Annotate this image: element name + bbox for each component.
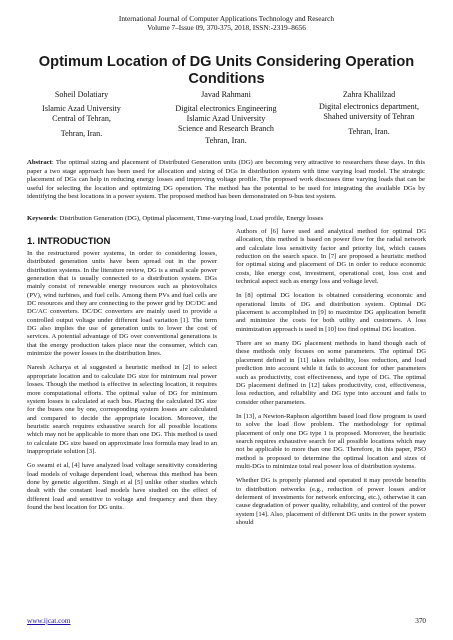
author-affiliation-line: Central of Tehran, (52, 114, 111, 123)
abstract-text: : The optimal sizing and placement of Distributed Generation units (DG) are becoming very attractive to researchers these days. In this paper a two stage approach has been used for allocation and sizing of DGs in distribution system with time varying load model. The strategic placement of DGs can help in reducing energy losses and improving voltage profile. The proposed work discusses time varying loads that can be useful for selecting the location and optimizing DG operation. The method has the potential to be used for integrating the available DGs by identifying the best locations in a power system. The proposed method has been demonstrated on 9-bus test system. (27, 159, 425, 200)
keywords-text: : Distribution Generation (DG), Optimal placement, Time-varying load, Load profile, Energy losses (55, 215, 324, 222)
right-column (236, 228, 426, 533)
author-3 (304, 90, 434, 137)
title-line-2: Conditions (188, 70, 265, 87)
author-affiliation-line: Science and Research Branch (178, 124, 274, 133)
body-paragraph: There are so many DG placement methods in hand though each of these methods only focuses on some parameters. The optimal DG placement defined in [11] takes reliability, loss reduction, and load prediction into account while it fails to account for other parameters such as productivity, cost effectiveness, and type of DG. The optimal DG placement defined in [12] takes productivity, cost, effectiveness, loss reduction, and reliability and DG type into account and fails to consider other parameters. (236, 340, 426, 406)
author-affiliation-line: Tehran, Iran. (205, 136, 247, 145)
author-block (24, 90, 434, 150)
body-paragraph: Whether DG is properly planned and operated it may provide benefits to distribution networks (e.g., reduction of power losses and/or deferment of investments for network enforcing, etc.), otherwise it can cause degradation of power quality, reliability, and control of the power system [14]. Also, placement of different DG units in the power system should (236, 477, 426, 526)
author-name: Javad Rahmani (201, 90, 251, 99)
body-paragraph: In the restructured power systems, in order to considering losses, distributed generation units have been spread out in the power distribution systems. In the literature review, DG is a small scale power generation that is usually connected to a distribution system. DGs mainly consist of renewable energy resources such as photovoltaics (PV), wind turbines, and fuel cells. Among them PVs and fuel cells are DC resources and they are connecting to the power grid by DC/DC and DC/AC converters. DC/DC converters are mainly used to provide a controlled output voltage under different load variation [1]. The term DG also implies the use of generation units to lower the cost of services. A potential advantage of DG over conventional generations is that the energy production takes place near the consumer, which can minimize the power losses in the distribution lines. (27, 250, 217, 358)
journal-name: International Journal of Computer Applications Technology and Research (118, 14, 335, 23)
author-affiliation-line: Shahed university of Tehran (323, 112, 415, 121)
author-affiliation-line: Islamic Azad University (42, 104, 121, 113)
abstract (27, 159, 425, 202)
body-paragraph: In [13], a Newton-Raphson algorithm based load flow program is used to solve the load flow problem. The methodology for optimal placement of only one DG type 1 is proposed. Moreover, the heuristic search requires exhaustive search for all possible locations which may not be applicable to more than one DG. Therefore, in this paper, PSO method is proposed to determine the optimal location and sizes of multi-DGs to minimize total real power loss of distribution systems. (236, 412, 426, 470)
author-affiliation-line: Islamic Azad University (186, 114, 266, 123)
author-affiliation-line: Digital electronics department, (318, 102, 419, 111)
author-1 (24, 90, 139, 139)
author-affiliation-line: Tehran, Iran. (348, 127, 390, 136)
journal-website-link[interactable]: www.ijcat.com (27, 617, 71, 625)
author-name: Zahra Khalilzad (342, 90, 396, 99)
body-paragraph: Go swami et al, [4] have analyzed load voltage sensitivity considering load models of voltage dependent load, whereas this method has been done by genetic algorithm. Singh et al [5] unlike other studies which dealt with the constant load models have studied on the effect of different load and sensitive to voltage and frequency and then they found the best location for DG units. (27, 462, 217, 511)
page-number: 370 (415, 617, 426, 625)
journal-volume: Volume 7–Issue 09, 370-375, 2018, ISSN:-2319–8656 (147, 23, 306, 32)
body-paragraph: Naresh Acharya et al suggested a heuristic method in [2] to select appropriate location and to calculate DG size for minimum real power losses. Though the method is effective in selecting location, it requires more computational efforts. The optimal value of DG for minimum system losses is calculated at each bus. Placing the calculated DG size for the buses one by one, corresponding system losses are calculated and compared to decide the appropriate location. Moreover, the heuristic search requires exhaustive search for all possible locations which may not be applicable to more than one DG. This method is used to calculate DG size based on approximate loss formula may lead to an inappropriate solution [3]. (27, 364, 217, 455)
body-paragraph: In [8] optimal DG location is obtained considering economic and operational limits of DG and distribution system. Optimal DG placement is accomplished in [9] to maximize DG application benefit and minimize the costs for both utility and customers. A loss minimization approach is used in [10] too find optimal DG location. (236, 292, 426, 333)
keywords-label: Keywords (27, 215, 56, 222)
keywords (27, 215, 425, 224)
title-line-1: Optimum Location of DG Units Considering Operation (38, 54, 415, 70)
section-heading-introduction: 1. INTRODUCTION (27, 236, 111, 247)
author-affiliation-line: Digital electronics Engineering (175, 104, 277, 113)
abstract-label: Abstract (27, 159, 52, 166)
author-name: Soheil Dolatiary (54, 90, 109, 99)
author-2 (162, 90, 290, 146)
author-affiliation-line: Tehran, Iran. (60, 129, 103, 138)
left-column (27, 236, 217, 518)
journal-header (0, 14, 453, 32)
body-paragraph: Authors of [6] have used and analytical method for optimal DG allocation, this method is based on power flow for the radial network and calculate loss sensitivity factor and priority list, which causes reduction on the search space. In [7] are proposed a heuristic method for optimal sizing and placement of DG in order to reduce economic costs, like energy cost, investment, operational cost, loss cost and technical aspect such as energy loss and voltage level. (236, 228, 426, 286)
paper-title (20, 54, 433, 87)
